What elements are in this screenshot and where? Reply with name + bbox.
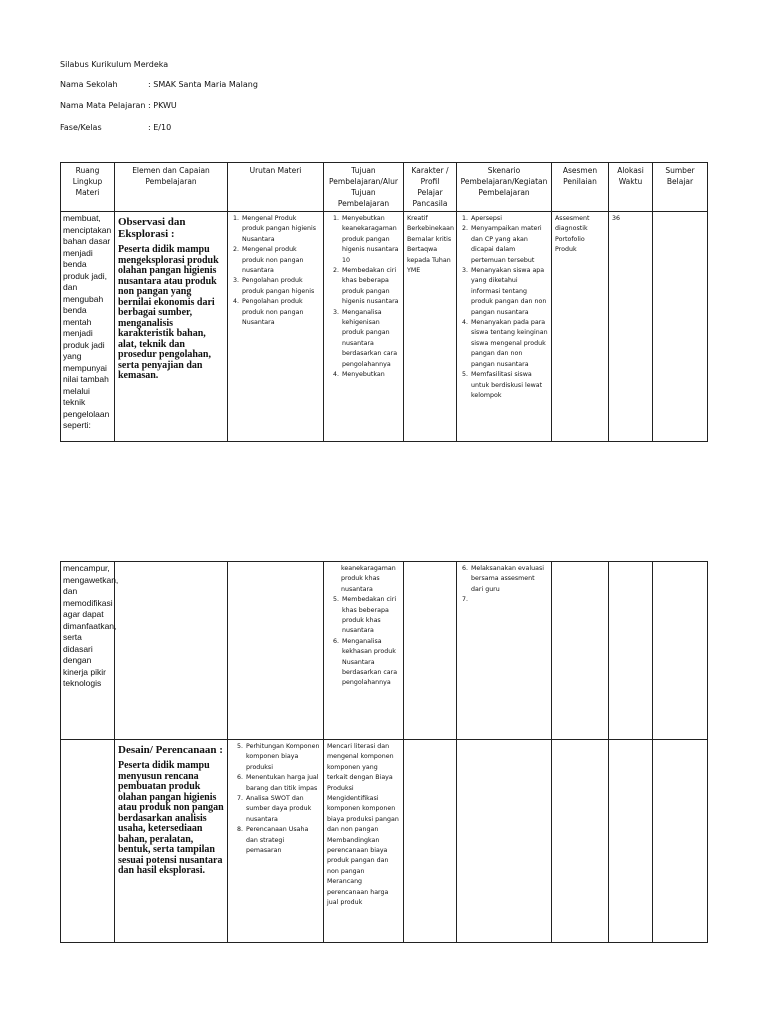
list-item: 8. Perencanaan Usaha dan strategi pemasaran	[245, 825, 320, 856]
cell-skenario	[457, 562, 552, 740]
list-item: 2. Mengenal produk produk non pangan nusantara	[241, 245, 320, 276]
cell-skenario	[457, 740, 552, 943]
list-item: 4. Menyebutkan	[341, 370, 400, 380]
meta-row-school	[60, 80, 258, 89]
cell-alokasi	[609, 740, 653, 943]
header-sumber: Sumber Belajar	[653, 163, 708, 212]
cell-urutan	[228, 740, 324, 943]
elemen-body: Peserta didik mampu mengeksplorasi produk olahan pangan higienis nusantara atau produk non pangan yang bernilai ekonomis dari berbagai sumber, menganalisis karakteristik bahan, alat, teknik dan prosedur pengolahan, serta penyajian dan kemasan.	[118, 244, 219, 381]
header-asesmen: Asesmen Penilaian	[552, 163, 609, 212]
cell-elemen	[115, 740, 228, 943]
header-ruang: Ruang Lingkup Materi	[61, 163, 115, 212]
header-skenario: Skenario Pembelajaran/Kegiatan Pembelajaran	[457, 163, 552, 212]
list-item: 4. Menanyakan pada para siswa tentang keinginan siswa mengenal produk pangan dan non pangan nusantara	[470, 318, 548, 370]
list-item: 5. Membedakan ciri khas beberapa produk khas nusantara	[341, 595, 400, 637]
list-item: 6. Menganalisa kekhasan produk Nusantara berdasarkan cara pengolahannya	[341, 637, 400, 689]
list-item: 2. Menyampaikan materi dan CP yang akan dicapai dalam pertemuan tersebut	[470, 224, 548, 266]
elemen-title: Observasi dan Eksplorasi :	[118, 216, 186, 240]
cell-asesmen	[552, 740, 609, 943]
list-item: 6. Menentukan harga jual barang dan titik impas	[245, 773, 320, 794]
header-alokasi: Alokasi Waktu	[609, 163, 653, 212]
meta-label: Fase/Kelas	[60, 123, 102, 132]
list-item: 4. Pengolahan produk produk non pangan Nusantara	[241, 297, 320, 328]
cell-karakter: Kreatif Berkebinekaan Bernalar kritis Bertaqwa kepada Tuhan YME	[404, 212, 457, 442]
cell-tujuan: Mencari literasi dan mengenal komponen komponen yang terkait dengan Biaya Produksi Mengidentifikasi komponen komponen biaya produksi pangan dan non pangan Membandingkan perencanaan biaya produk pangan dan non pangan Merancang perencanaan harga jual produk	[324, 740, 404, 943]
cell-karakter	[404, 562, 457, 740]
list-item: 5. Memfasilitasi siswa untuk berdiskusi lewat kelompok	[470, 370, 548, 401]
cell-urutan	[228, 562, 324, 740]
cell-elemen	[115, 562, 228, 740]
meta-value: : SMAK Santa Maria Malang	[148, 80, 258, 89]
meta-value: : E/10	[148, 123, 172, 132]
table-row	[61, 740, 708, 943]
list-item: 1. Apersepsi	[470, 214, 548, 224]
meta-value: : PKWU	[148, 101, 177, 110]
cell-elemen	[115, 212, 228, 442]
cell-sumber	[653, 740, 708, 943]
list-item: 3. Menganalisa kehigenisan produk pangan nusantara berdasarkan cara pengolahannya	[341, 308, 400, 370]
meta-label: Nama Sekolah	[60, 80, 118, 89]
cell-ruang: mencampur, mengawetkan, dan memodifikasi agar dapat dimanfaatkan, serta didasari dengan kinerja pikir teknologis	[61, 562, 115, 740]
cell-skenario	[457, 212, 552, 442]
syllabus-table-top	[60, 162, 708, 442]
table-row	[61, 212, 708, 442]
cell-sumber	[653, 212, 708, 442]
document-title-text: Silabus Kurikulum Merdeka	[60, 60, 169, 69]
list-item: 1. Mengenal Produk produk pangan higienis Nusantara	[241, 214, 320, 245]
list-item	[470, 595, 548, 605]
list-item: 6. Melaksanakan evaluasi bersama assesment dari guru	[470, 564, 548, 595]
elemen-title: Desain/ Perencanaan :	[118, 744, 223, 756]
tujuan-lead: keanekaragaman produk khas nusantara	[341, 565, 396, 593]
meta-row-phase	[60, 123, 172, 132]
cell-ruang	[61, 740, 115, 943]
cell-alokasi: 36	[609, 212, 653, 442]
list-item: 1. Menyebutkan keanekaragaman produk pangan higenis nusantara 10	[341, 214, 400, 266]
header-elemen: Elemen dan Capaian Pembelajaran	[115, 163, 228, 212]
cell-alokasi	[609, 562, 653, 740]
syllabus-table-bottom	[60, 561, 708, 943]
meta-label: Nama Mata Pelajaran	[60, 101, 146, 110]
list-item: 2. Membedakan ciri khas beberapa produk pangan higenis nusantara	[341, 266, 400, 308]
list-item: 7. Analisa SWOT dan sumber daya produk nusantara	[245, 794, 320, 825]
cell-tujuan	[324, 562, 404, 740]
cell-asesmen: Assesment diagnostik Portofolio Produk	[552, 212, 609, 442]
cell-urutan	[228, 212, 324, 442]
list-item: 5. Perhitungan Komponen komponen biaya produksi	[245, 742, 320, 773]
header-urutan: Urutan Materi	[228, 163, 324, 212]
list-item: 3. Pengolahan produk produk pangan higenis	[241, 276, 320, 297]
cell-sumber	[653, 562, 708, 740]
meta-row-subject	[60, 101, 177, 110]
table-header-row	[61, 163, 708, 212]
cell-asesmen	[552, 562, 609, 740]
cell-karakter	[404, 740, 457, 943]
list-item: 3. Menanyakan siswa apa yang diketahui informasi tentang produk pangan dan non pangan nusantara	[470, 266, 548, 318]
cell-ruang: membuat, menciptakan bahan dasar menjadi benda produk jadi, dan mengubah benda mentah menjadi produk jadi yang mempunyai nilai tambah melalui teknik pengelolaan seperti:	[61, 212, 115, 442]
elemen-body: Peserta didik mampu menyusun rencana pembuatan produk olahan pangan higienis atau produk non pangan berdasarkan analisis usaha, ketersediaan bahan, peralatan, bentuk, serta tampilan sesuai potensi nusantara dan hasil eksplorasi.	[118, 760, 224, 876]
document-title	[60, 60, 168, 69]
cell-tujuan	[324, 212, 404, 442]
header-karakter: Karakter / Profil Pelajar Pancasila	[404, 163, 457, 212]
table-row	[61, 562, 708, 740]
header-tujuan: Tujuan Pembelajaran/Alur Tujuan Pembelajaran	[324, 163, 404, 212]
